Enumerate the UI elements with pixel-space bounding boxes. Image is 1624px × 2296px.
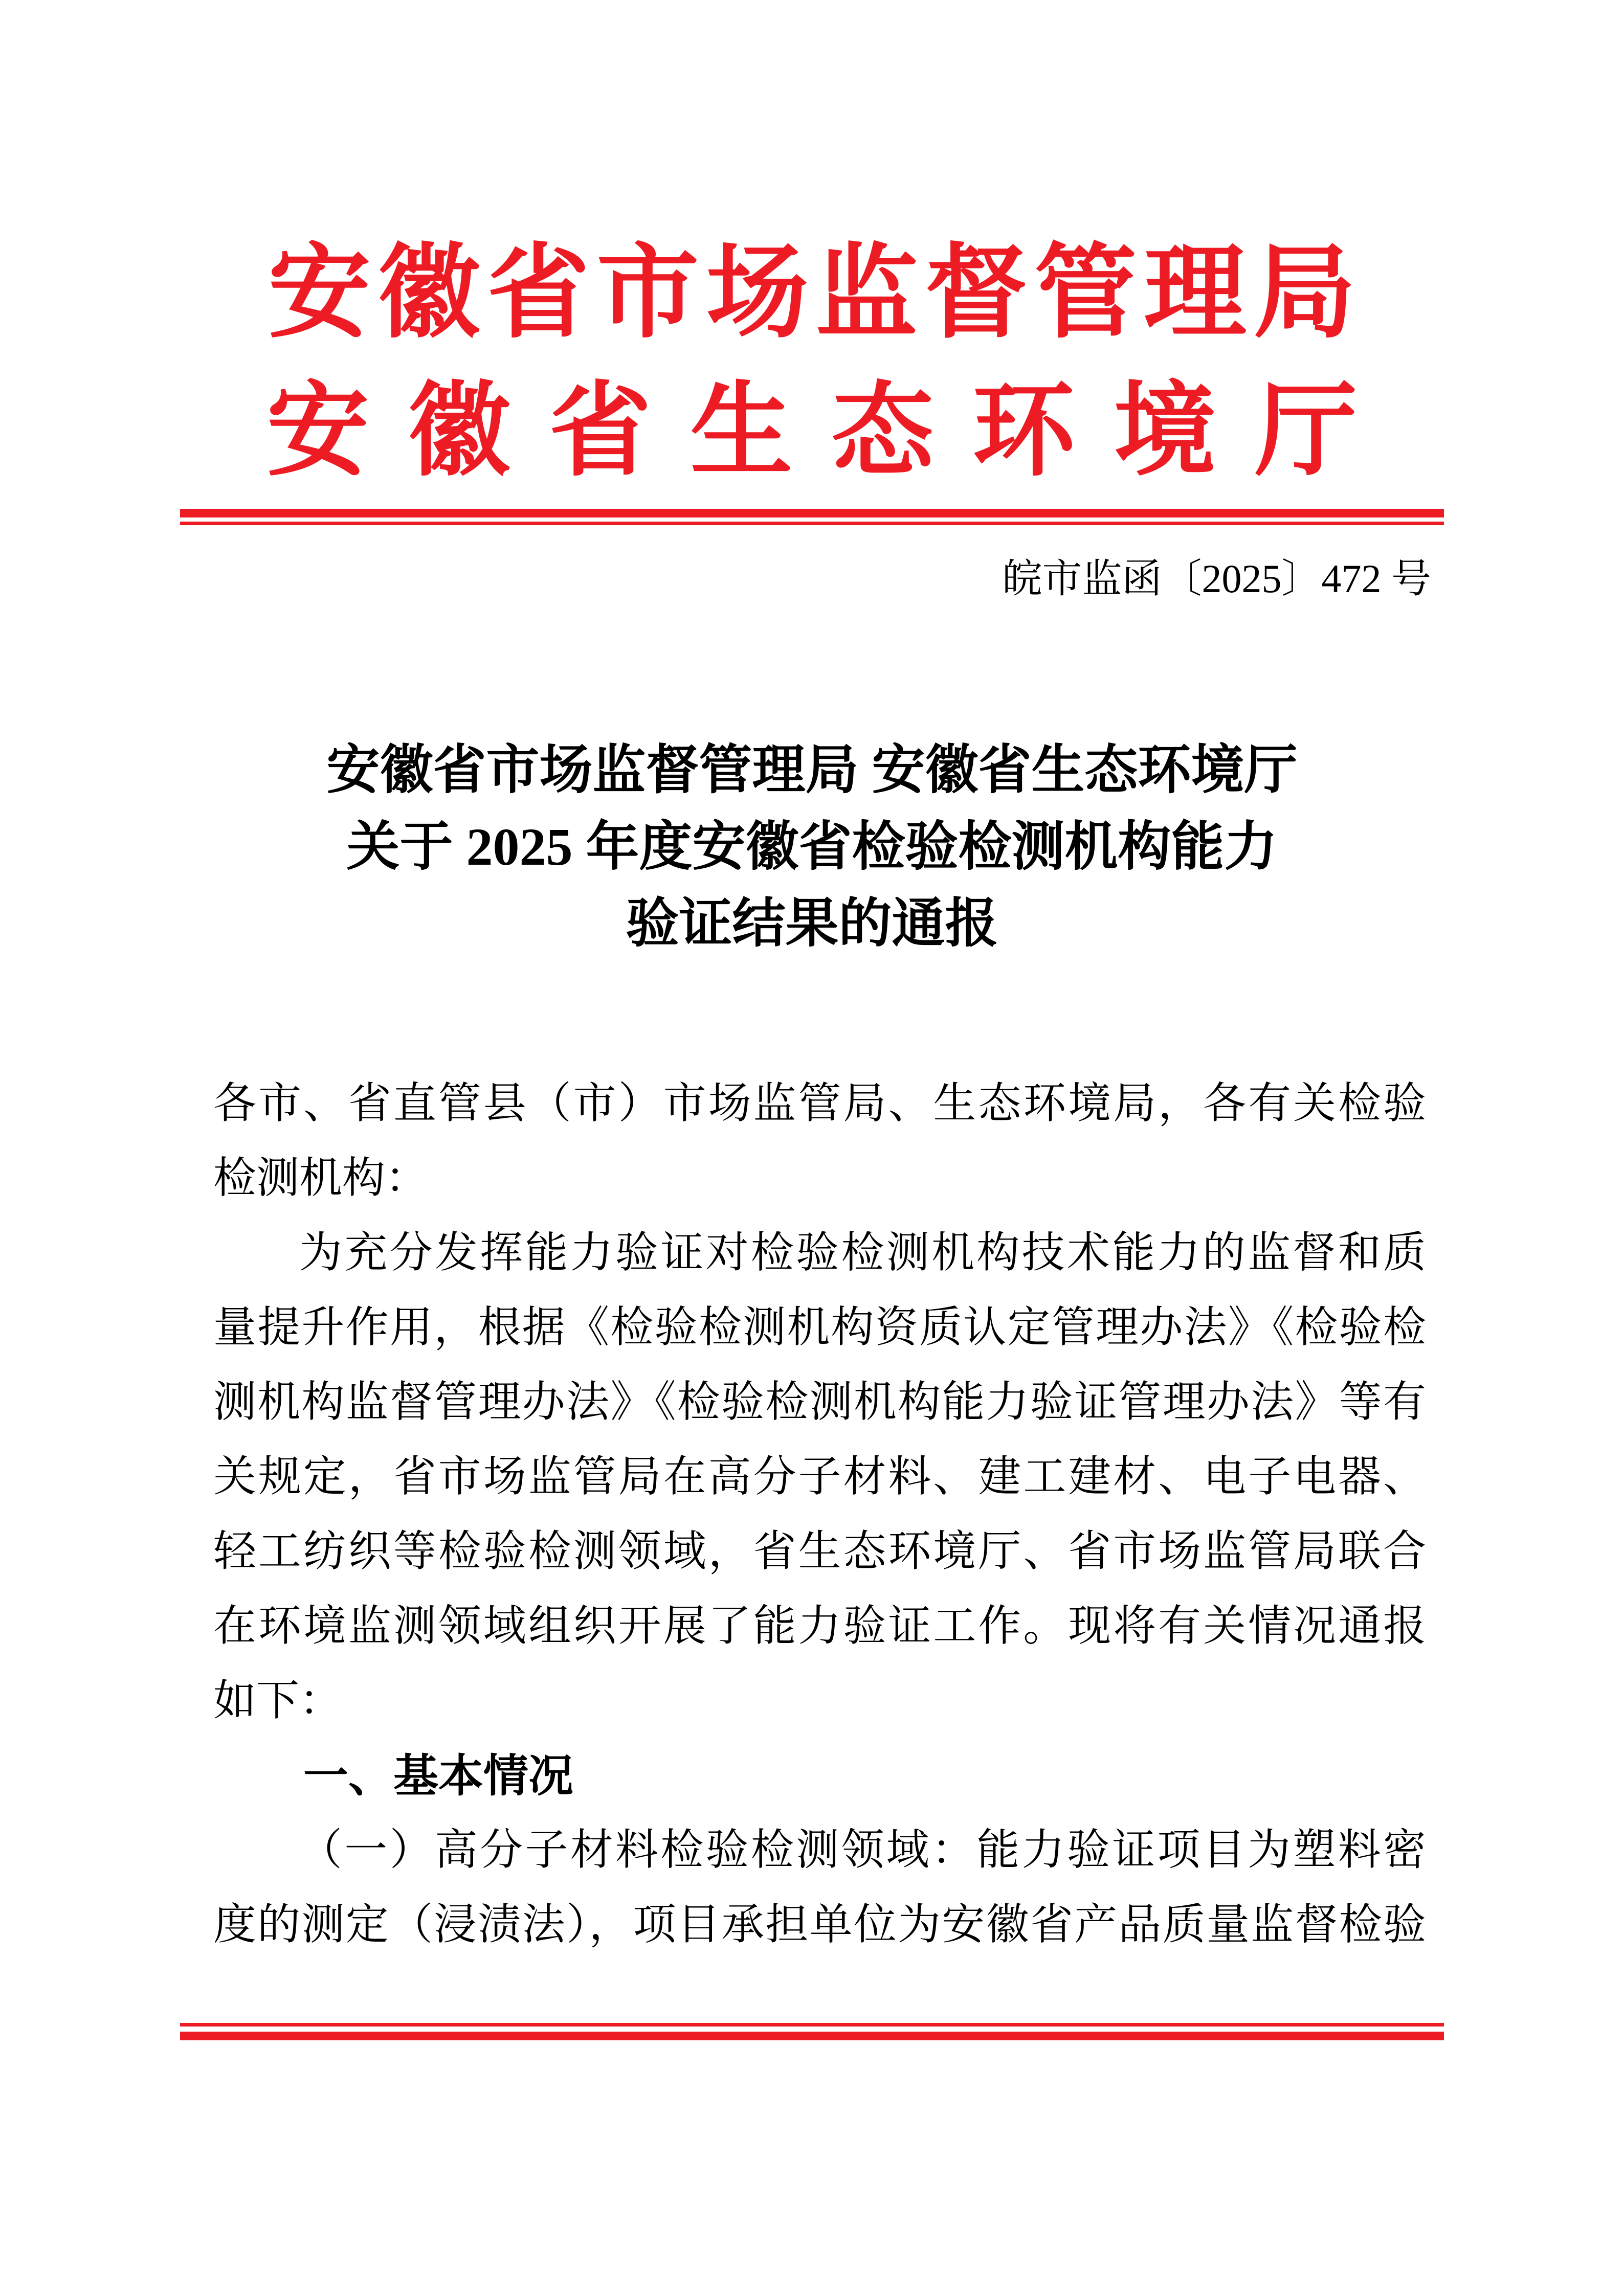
red-letterhead	[0, 0, 1624, 496]
separator-gap	[180, 2027, 1444, 2032]
body-line: 在环境监测领域组织开展了能力验证工作。现将有关情况通报	[213, 1603, 1426, 1650]
separator-thick-rule	[180, 2032, 1444, 2040]
doc-number: 皖市监函〔2025〕472 号	[1002, 556, 1431, 601]
red-separator-bottom	[180, 2023, 1444, 2040]
separator-gap	[180, 517, 1444, 522]
body-line: 轻工纺织等检验检测领域，省生态环境厅、省市场监管局联合	[213, 1528, 1426, 1575]
body-line: 为充分发挥能力验证对检验检测机构技术能力的监督和质	[299, 1229, 1426, 1277]
title-line-3: 验证结果的通报	[626, 894, 998, 953]
body-line: 关规定，省市场监管局在高分子材料、建工建材、电子电器、	[213, 1453, 1426, 1501]
body-line: 量提升作用，根据《检验检测机构资质认定管理办法》《检验检	[213, 1304, 1426, 1352]
separator-thin-rule	[180, 522, 1444, 525]
body-line: 度的测定（浸渍法），项目承担单位为安徽省产品质量监督检验	[213, 1901, 1426, 1949]
separator-thick-rule	[180, 509, 1444, 517]
document-title	[180, 732, 1444, 962]
body-line: 检测机构：	[213, 1155, 429, 1202]
body-line: 如下：	[213, 1677, 343, 1725]
agency-name-line-2: 安徽省生态环境厅	[266, 375, 1396, 488]
document-body	[180, 1067, 1444, 1963]
body-line: 测机构监督管理办法》《检验检测机构能力验证管理办法》等有	[213, 1379, 1426, 1426]
title-line-1: 安徽省市场监督管理局 安徽省生态环境厅	[326, 741, 1298, 800]
red-separator-top	[180, 509, 1444, 525]
body-line: 各市、省直管县（市）市场监管局、生态环境局，各有关检验	[213, 1080, 1426, 1128]
title-line-2: 关于 2025 年度安徽省检验检测机构能力	[346, 818, 1278, 876]
agency-name-line-1: 安徽省市场监督管理局	[268, 237, 1363, 350]
section-heading: 一、基本情况	[303, 1750, 574, 1801]
separator-thin-rule	[180, 2023, 1444, 2027]
body-line: （一）高分子材料检验检测领域：能力验证项目为塑料密	[299, 1827, 1426, 1874]
